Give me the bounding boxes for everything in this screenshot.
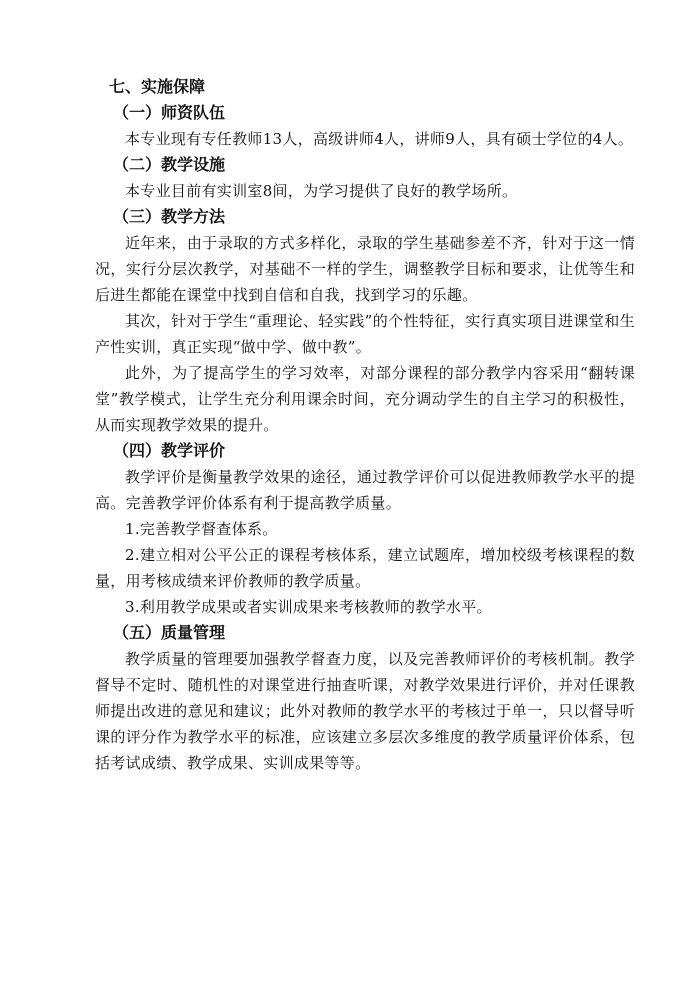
section-title: 七、实施保障 bbox=[109, 77, 206, 96]
heading-quality-management: （五）质量管理 bbox=[113, 623, 226, 642]
paragraph: 本专业现有专任教师13人，高级讲师4人，讲师9人，具有硕士学位的4人。 bbox=[125, 130, 634, 148]
heading-teaching-evaluation: （四）教学评价 bbox=[113, 441, 226, 460]
list-item: 3.利用教学成果或者实训成果来考核教师的教学水平。 bbox=[125, 598, 492, 616]
paragraph: 近年来，由于录取的方式多样化，录取的学生基础参差不齐，针对于这一情况，实行分层次教学，对基础不一样的学生，调整教学目标和要求，让优等生和后进生都能在课堂中找到自信和自我，找到学习的乐趣。 bbox=[95, 234, 635, 304]
document-page bbox=[95, 74, 635, 776]
heading-faculty: （一）师资队伍 bbox=[113, 103, 226, 122]
paragraph: 其次，针对于学生“重理论、轻实践”的个性特征，实行真实项目进课堂和生产性实训，真正实现“做中学、做中教”。 bbox=[95, 312, 635, 356]
heading-teaching-methods: （三）教学方法 bbox=[113, 207, 226, 226]
paragraph: 教学质量的管理要加强教学督查力度，以及完善教师评价的考核机制。教学督导不定时、随机性的对课堂进行抽查听课，对教学效果进行评价，并对任课教师提出改进的意见和建议；此外对教师的教学水平的考核过于单一，只以督导听课的评分作为教学水平的标准，应该建立多层次多维度的教学质量评价体系，包括考试成绩、教学成果、实训成果等等。 bbox=[95, 650, 635, 772]
list-item: 2.建立相对公平公正的课程考核体系，建立试题库，增加校级考核课程的数量，用考核成绩来评价教师的教学质量。 bbox=[95, 546, 635, 590]
list-item: 1.完善教学督查体系。 bbox=[125, 520, 278, 538]
heading-facilities: （二）教学设施 bbox=[113, 155, 226, 174]
paragraph: 教学评价是衡量教学效果的途径，通过教学评价可以促进教师教学水平的提高。完善教学评价体系有利于提高教学质量。 bbox=[95, 468, 635, 512]
paragraph: 本专业目前有实训室8间，为学习提供了良好的教学场所。 bbox=[125, 182, 518, 200]
paragraph: 此外，为了提高学生的学习效率，对部分课程的部分教学内容采用“翻转课堂”教学模式，让学生充分利用课余时间，充分调动学生的自主学习的积极性，从而实现教学效果的提升。 bbox=[95, 364, 635, 434]
